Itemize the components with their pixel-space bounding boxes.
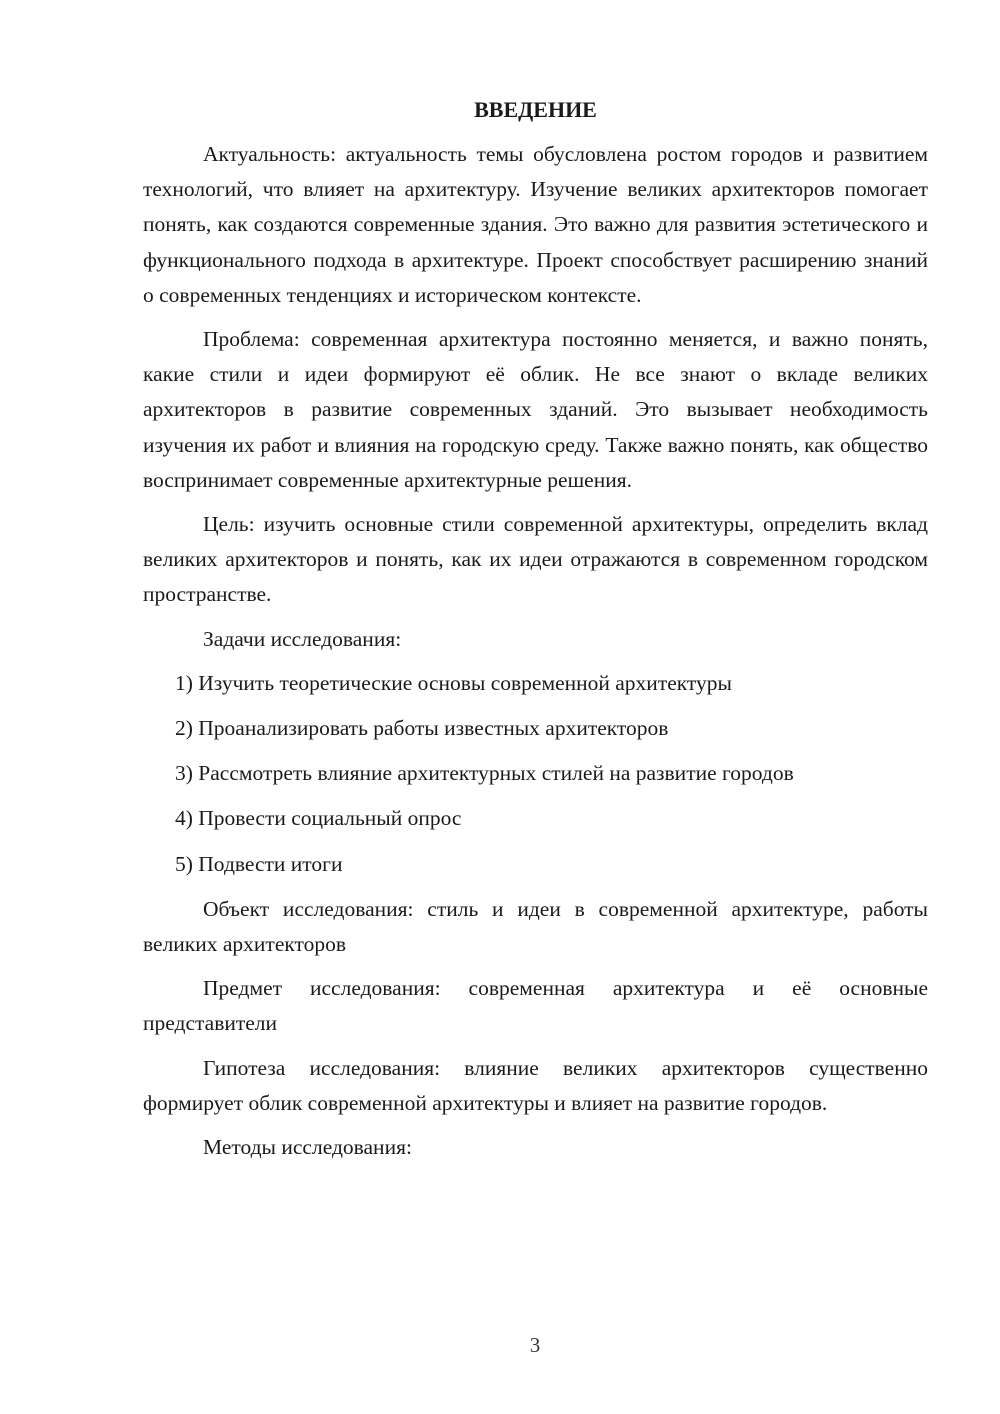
methods-heading: Методы исследования: — [203, 1135, 412, 1160]
object-paragraph: Объект исследования: стиль и идеи в современной архитектуре, работы великих архитекторов — [143, 896, 928, 957]
goal-paragraph: Цель: изучить основные стили современной архитектуры, определить вклад великих архитекторов и понять, как их идеи отражаются в современном городском пространстве. — [143, 512, 928, 607]
subject-paragraph: Предмет исследования: современная архитектура и её основные представители — [143, 976, 928, 1036]
list-item: 1) Изучить теоретические основы современной архитектуры — [175, 670, 732, 695]
list-item: 4) Провести социальный опрос — [175, 806, 462, 831]
page-content — [143, 94, 928, 1174]
list-item: 5) Подвести итоги — [175, 851, 343, 876]
tasks-list — [143, 666, 928, 882]
tasks-heading: Задачи исследования: — [203, 626, 402, 651]
relevance-paragraph: Актуальность: актуальность темы обусловлена ростом городов и развитием технологий, что влияет на архитектуру. Изучение великих архитекторов помогает понять, как создаются современные здания. Это важно для развития эстетического и функционального подхода в архитектуре. Проект способствует расширению знаний о современных тенденциях и историческом контексте. — [143, 142, 928, 307]
problem-paragraph: Проблема: современная архитектура постоянно меняется, и важно понять, какие стили и идеи формируют её облик. Не все знают о вкладе великих архитекторов в развитие современных зданий. Это вызывает необходимость изучения их работ и влияния на городскую среду. Также важно понять, как общество воспринимает современные архитектурные решения. — [143, 327, 928, 492]
page-title: ВВЕДЕНИЕ — [474, 97, 597, 122]
hypothesis-paragraph: Гипотеза исследования: влияние великих архитекторов существенно формирует облик современной архитектуры и влияет на развитие городов. — [143, 1055, 928, 1115]
list-item: 3) Рассмотреть влияние архитектурных стилей на развитие городов — [175, 761, 794, 786]
page-number: 3 — [529, 1333, 541, 1357]
list-item: 2) Проанализировать работы известных архитекторов — [175, 716, 669, 741]
